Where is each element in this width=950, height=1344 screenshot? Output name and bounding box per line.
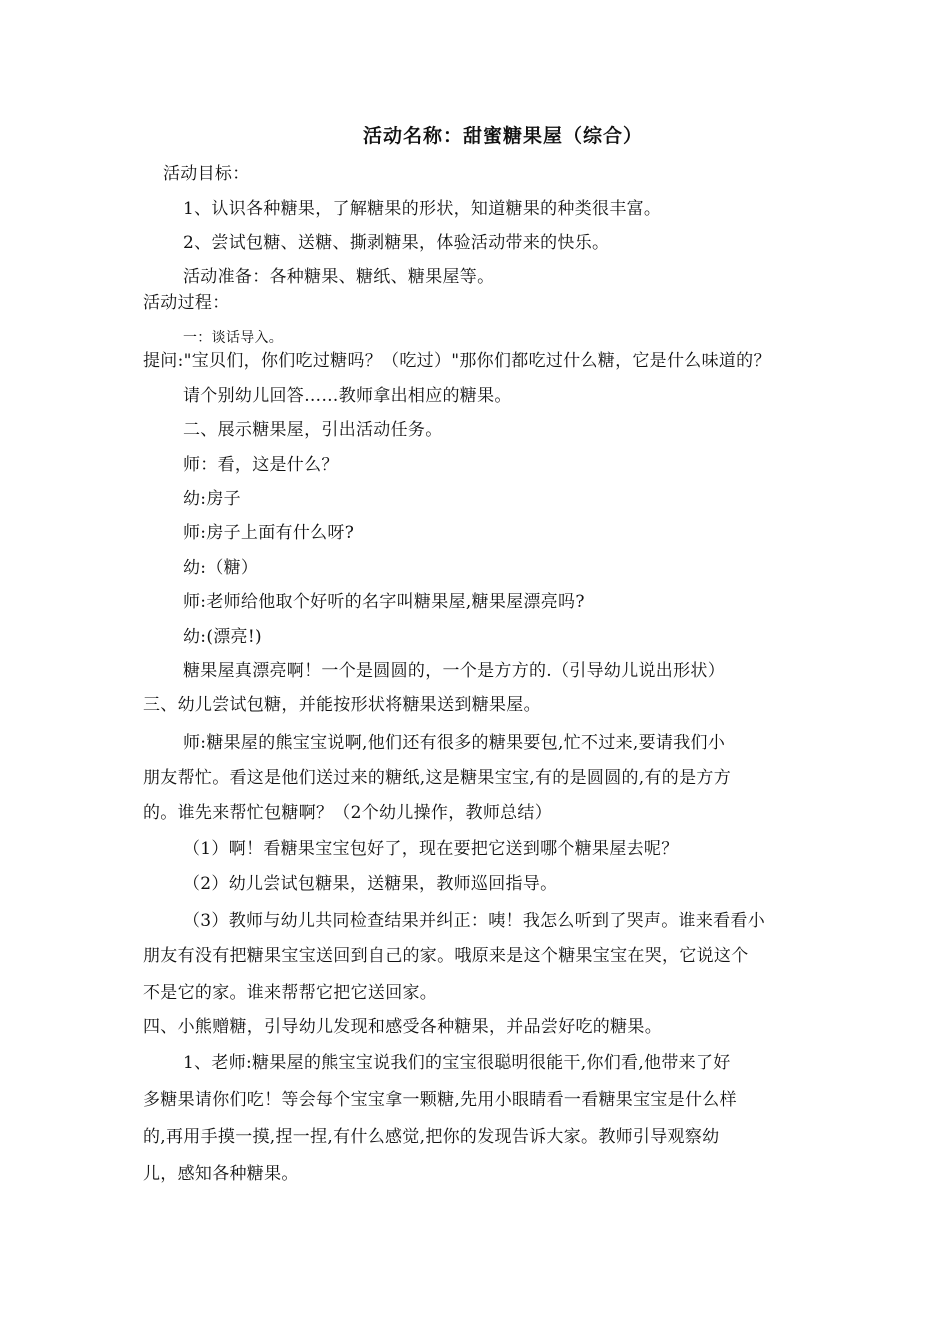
paragraph-line: 的。谁先来帮忙包糖啊？（2个幼儿操作，教师总结） xyxy=(143,803,553,823)
paragraph-line: 1、认识各种糖果，了解糖果的形状，知道糖果的种类很丰富。 xyxy=(183,199,662,219)
paragraph-line: 请个别幼儿回答……教师拿出相应的糖果。 xyxy=(183,386,512,406)
paragraph-line: 幼:(漂亮!) xyxy=(183,627,262,647)
paragraph-line: 糖果屋真漂亮啊！一个是圆圆的，一个是方方的.（引导幼儿说出形状） xyxy=(183,661,726,681)
paragraph-line: 一：谈话导入。 xyxy=(183,330,284,346)
paragraph-line: 活动准备：各种糖果、糖纸、糖果屋等。 xyxy=(183,267,495,287)
section-label-goals: 活动目标： xyxy=(163,164,250,184)
paragraph-line: 师：看，这是什么？ xyxy=(183,455,339,475)
page-title: 活动名称：甜蜜糖果屋（综合） xyxy=(363,125,644,147)
paragraph-line: 幼:（糖） xyxy=(183,558,259,578)
paragraph-line: 儿，感知各种糖果。 xyxy=(143,1164,299,1184)
paragraph-line: 幼:房子 xyxy=(183,489,241,509)
paragraph-line: （2）幼儿尝试包糖果，送糖果，教师巡回指导。 xyxy=(183,874,558,894)
paragraph-line: 不是它的家。谁来帮帮它把它送回家。 xyxy=(143,983,438,1003)
paragraph-line: 师:糖果屋的熊宝宝说啊,他们还有很多的糖果要包,忙不过来,要请我们小 xyxy=(183,733,726,753)
paragraph-line: 的,再用手摸一摸,捏一捏,有什么感觉,把你的发现告诉大家。教师引导观察幼 xyxy=(143,1127,720,1147)
paragraph-line: 多糖果请你们吃！等会每个宝宝拿一颗糖,先用小眼睛看一看糖果宝宝是什么样 xyxy=(143,1090,737,1110)
paragraph-line: 2、尝试包糖、送糖、撕剥糖果，体验活动带来的快乐。 xyxy=(183,233,610,253)
paragraph-line: 三、幼儿尝试包糖，并能按形状将糖果送到糖果屋。 xyxy=(143,695,541,715)
paragraph-line: 朋友帮忙。看这是他们送过来的糖纸,这是糖果宝宝,有的是圆圆的,有的是方方 xyxy=(143,768,732,788)
paragraph-line: 1、老师:糖果屋的熊宝宝说我们的宝宝很聪明很能干,你们看,他带来了好 xyxy=(183,1053,731,1073)
paragraph-line: （3）教师与幼儿共同检查结果并纠正：咦！我怎么听到了哭声。谁来看看小 xyxy=(183,911,766,931)
paragraph-line: （1）啊！看糖果宝宝包好了，现在要把它送到哪个糖果屋去呢？ xyxy=(183,839,679,859)
paragraph-line: 二、展示糖果屋，引出活动任务。 xyxy=(183,420,443,440)
section-label-process: 活动过程： xyxy=(143,293,230,313)
paragraph-line: 四、小熊赠糖，引导幼儿发现和感受各种糖果，并品尝好吃的糖果。 xyxy=(143,1017,662,1037)
paragraph-line: 提问:"宝贝们，你们吃过糖吗？（吃过）"那你们都吃过什么糖，它是什么味道的？ xyxy=(143,351,771,371)
paragraph-line: 师:老师给他取个好听的名字叫糖果屋,糖果屋漂亮吗? xyxy=(183,592,585,612)
paragraph-line: 师:房子上面有什么呀? xyxy=(183,523,355,543)
paragraph-line: 朋友有没有把糖果宝宝送回到自己的家。哦原来是这个糖果宝宝在哭，它说这个 xyxy=(143,946,749,966)
